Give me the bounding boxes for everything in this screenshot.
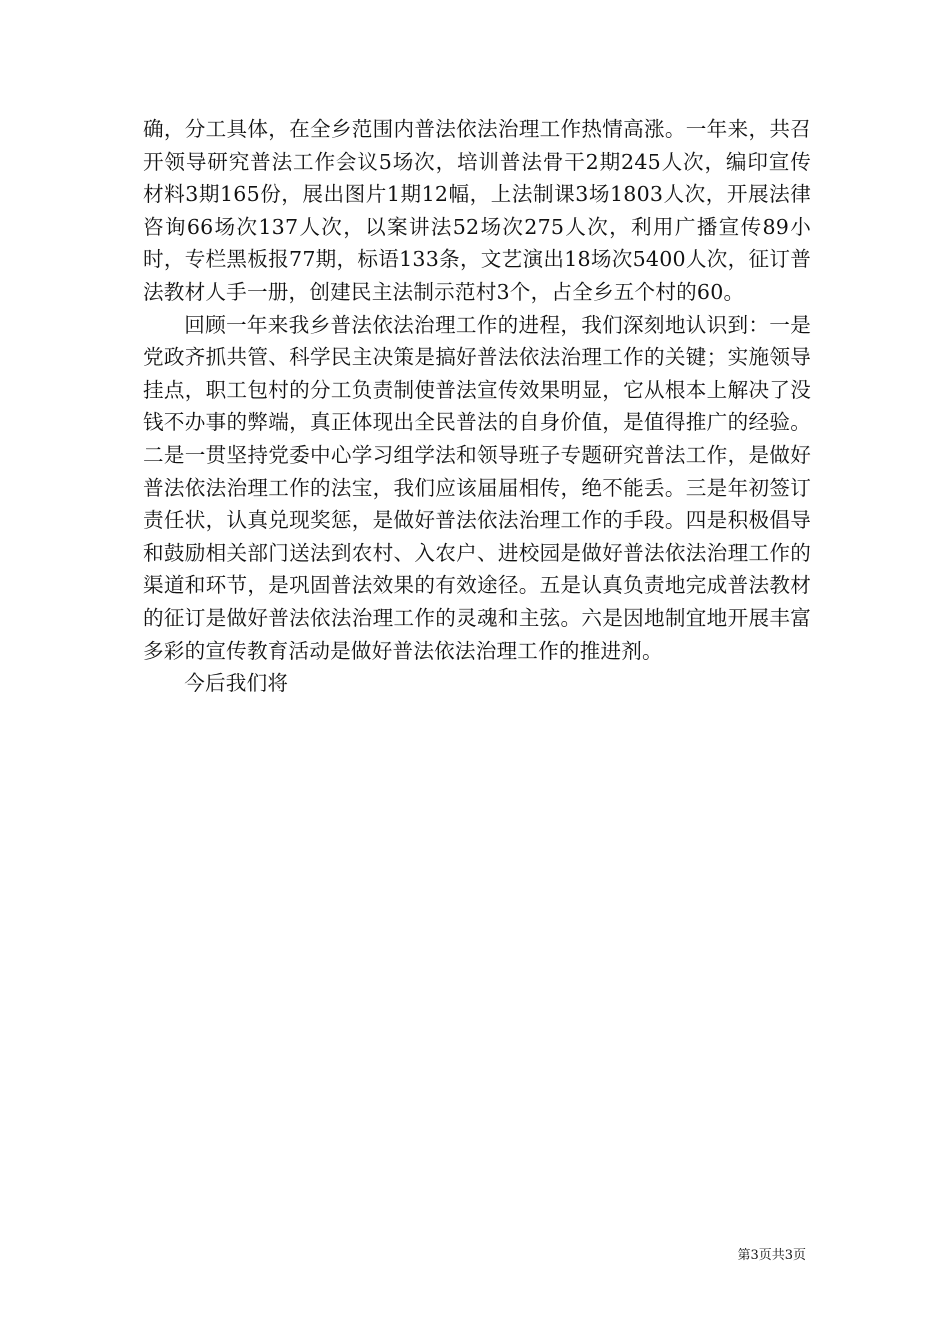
page-number: 第3页共3页 bbox=[737, 1248, 806, 1263]
paragraph-future: 今后我们将 bbox=[184, 671, 289, 696]
document-body bbox=[143, 113, 811, 700]
paragraph-review: 回顾一年来我乡普法依法治理工作的进程，我们深刻地认识到：一是党政齐抓共管、科学民主决策是搞好普法依法治理工作的关键；实施领导挂点，职工包村的分工负责制使普法宣传效果明显，它从根本上解决了没钱不办事的弊端，真正体现出全民普法的自身价值，是值得推广的经验。二是一贯坚持党委中心学习组学法和领导班子专题研究普法工作，是做好普法依法治理工作的法宝，我们应该届届相传，绝不能丢。三是年初签订责任状，认真兑现奖惩，是做好普法依法治理工作的手段。四是积极倡导和鼓励相关部门送法到农村、入农户、进校园是做好普法依法治理工作的渠道和环节，是巩固普法效果的有效途径。五是认真负责地完成普法教材的征订是做好普法依法治理工作的灵魂和主弦。六是因地制宜地开展丰富多彩的宣传教育活动是做好普法依法治理工作的推进剂。 bbox=[143, 312, 811, 663]
paragraph-statistics: 确，分工具体，在全乡范围内普法依法治理工作热情高涨。一年来，共召开领导研究普法工作会议5场次，培训普法骨干2期245人次，编印宣传材料3期165份，展出图片1期12幅，上法制课3场1803人次，开展法律咨询66场次137人次，以案讲法52场次275人次，利用广播宣传89小时，专栏黑板报77期，标语133条，文艺演出18场次5400人次，征订普法教材人手一册，创建民主法制示范村3个，占全乡五个村的60。 bbox=[143, 117, 811, 304]
